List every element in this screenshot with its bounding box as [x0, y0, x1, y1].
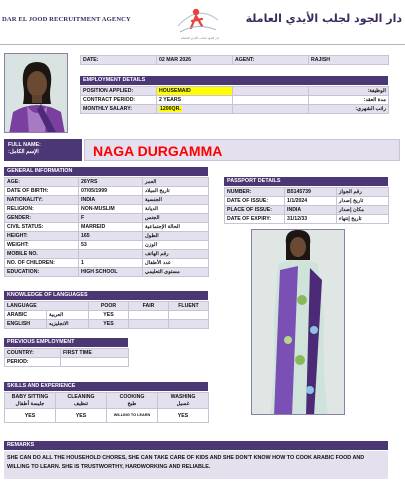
employment-section-header: EMPLOYMENT DETAILS: [80, 76, 388, 85]
prev-period-label: PERIOD:: [5, 358, 61, 367]
skill-cleaning-ar: تنظيف: [73, 400, 89, 407]
education-label-ar: مستوى التعليمي: [143, 268, 209, 277]
nationality-value: INDIA: [79, 196, 143, 205]
nationality-label: NATIONALITY:: [5, 196, 79, 205]
prev-country-value: FIRST TIME: [61, 349, 129, 358]
weight-value: 53: [79, 241, 143, 250]
age-label: AGE:: [5, 178, 79, 187]
agent-label: AGENT:: [233, 56, 309, 65]
passport-table: [224, 187, 389, 224]
contract-label: CONTRACT PERIOD:: [81, 96, 157, 105]
weight-label-ar: الوزن: [143, 241, 209, 250]
lang-header-poor: POOR: [89, 302, 129, 311]
general-info-table: [4, 177, 209, 277]
previous-employment-header: PREVIOUS EMPLOYMENT: [4, 338, 128, 347]
remarks-section-header: REMARKS: [4, 441, 388, 450]
issue-date-label-ar: تاريخ إصدار: [337, 197, 389, 206]
position-label: POSITION APPLIED:: [81, 87, 157, 96]
passport-number-label-ar: رقم الجواز: [337, 188, 389, 197]
prev-country-label: COUNTRY:: [5, 349, 61, 358]
issue-place-value: INDIA: [285, 206, 337, 215]
salary-label: MONTHLY SALARY:: [81, 105, 157, 114]
skill-washing-value: YES: [158, 409, 209, 423]
agency-name-en: DAR EL JOOD RECRUITMENT AGENCY: [2, 16, 131, 23]
skill-cooking-value: WILLING TO LEARN: [107, 409, 158, 423]
civil-status-value: MARREID: [79, 223, 143, 232]
height-label: HEIGHT:: [5, 232, 79, 241]
skill-cooking-ar: طبخ: [127, 400, 137, 407]
skill-babysitting-label: [5, 393, 56, 409]
agency-name-ar: دار الجود لجلب الأيدي العاملة: [245, 12, 402, 25]
skill-washing-label: [158, 393, 209, 409]
children-label: NO. OF CHILDREN:: [5, 259, 79, 268]
lang-english-poor: YES: [89, 320, 129, 329]
skills-section-header: SKILLS AND EXPERIENCE: [4, 382, 208, 391]
salary-label-ar: راتب الشهري:: [309, 105, 389, 114]
lang-arabic-poor: YES: [89, 311, 129, 320]
lang-header-fair: FAIR: [129, 302, 169, 311]
contract-label-ar: مدة العقد:: [309, 96, 389, 105]
portrait-illustration: [5, 54, 68, 133]
religion-label-ar: الديانة: [143, 205, 209, 214]
logo-caption: دار الجود لجلب الأيدي العاملة: [180, 36, 220, 40]
lang-arabic-name-ar: العربية: [47, 311, 89, 320]
issue-place-label-ar: مكان إصدار: [337, 206, 389, 215]
agent-value: RAJISH: [309, 56, 389, 65]
issue-date-label: DATE OF ISSUE:: [225, 197, 285, 206]
education-label: EDUCATION:: [5, 268, 79, 277]
date-agent-table: [80, 55, 389, 65]
civil-status-label-ar: الحالة الإجتماعية: [143, 223, 209, 232]
full-name-label: [4, 139, 82, 161]
lang-arabic-name: ARABIC: [5, 311, 47, 320]
lang-header-fluent: FLUENT: [169, 302, 209, 311]
lang-arabic-fair: [129, 311, 169, 320]
weight-label: WEIGHT:: [5, 241, 79, 250]
expiry-date-label: DATE OF EXPIRY:: [225, 215, 285, 224]
skill-cleaning-label: [56, 393, 107, 409]
remarks-text: SHE CAN DO ALL THE HOUSEHOLD CHORES, SHE CAN TAKE CARE OF KIDS AND SHE DON'T KNOW HOW TO COOK ARABIC FOOD AND WILLING TO LEARN. SHE IS TRUSTWORTHY, HARDWORKING AND RELIABLE.: [4, 451, 388, 479]
gender-label: GENDER:: [5, 214, 79, 223]
lang-arabic-fluent: [169, 311, 209, 320]
skill-babysitting-en: BABY SITTING: [11, 393, 49, 400]
prev-period-value: [61, 358, 129, 367]
issue-place-label: PLACE OF ISSUE:: [225, 206, 285, 215]
lang-header-language: LANGUAGE: [5, 302, 89, 311]
date-label: DATE:: [81, 56, 157, 65]
nationality-label-ar: الجنسية: [143, 196, 209, 205]
children-value: 1: [79, 259, 143, 268]
passport-number-label: NUMBER:: [225, 188, 285, 197]
skill-cooking-en: COOKING: [119, 393, 145, 400]
full-name-label-en: FULL NAME:: [8, 142, 41, 148]
lang-english-fair: [129, 320, 169, 329]
lang-english-name: ENGLISH: [5, 320, 47, 329]
mobile-value: [79, 250, 143, 259]
position-value: HOUSEMAID: [157, 87, 233, 96]
full-name-label-ar: الإسم الكامل:: [8, 149, 39, 155]
issue-date-value: 1/1/2024: [285, 197, 337, 206]
gender-label-ar: الجنس: [143, 214, 209, 223]
dob-label-ar: تاريخ الميلاد: [143, 187, 209, 196]
age-label-ar: العمر: [143, 178, 209, 187]
languages-table: [4, 301, 209, 329]
expiry-date-label-ar: تاريخ إنتهاء: [337, 215, 389, 224]
skill-babysitting-value: YES: [5, 409, 56, 423]
dob-value: 07/05/1999: [79, 187, 143, 196]
previous-employment-table: [4, 348, 129, 367]
candidate-full-body-photo: [251, 229, 345, 415]
skill-washing-en: WASHING: [170, 393, 196, 400]
full-name-bar: [4, 139, 400, 161]
lang-english-fluent: [169, 320, 209, 329]
civil-status-label: CIVIL STATUS:: [5, 223, 79, 232]
education-value: HIGH SCHOOL: [79, 268, 143, 277]
salary-value: 1200QR.: [160, 106, 181, 112]
skill-babysitting-ar: جليسة أطفال: [15, 400, 45, 407]
position-label-ar: الوظيفة:: [309, 87, 389, 96]
full-body-illustration: [252, 230, 345, 415]
religion-label: RELIGION:: [5, 205, 79, 214]
religion-value: NON-MUSLIM: [79, 205, 143, 214]
skill-cleaning-en: CLEANING: [67, 393, 95, 400]
full-name-value: NAGA DURGAMMA: [84, 139, 400, 161]
candidate-portrait-photo: [4, 53, 68, 133]
age-value: 26YRS: [79, 178, 143, 187]
header-divider: [0, 44, 405, 45]
gender-value: F: [79, 214, 143, 223]
skill-washing-ar: غسيل: [176, 400, 190, 407]
children-label-ar: عدد الأطفال: [143, 259, 209, 268]
skills-table: [4, 392, 209, 423]
languages-section-header: KNOWLEDGE OF LANGUAGES: [4, 291, 208, 300]
height-label-ar: الطول: [143, 232, 209, 241]
dob-label: DATE OF BIRTH:: [5, 187, 79, 196]
general-info-header: GENERAL INFORMATION: [4, 167, 208, 176]
date-value: 02 MAR 2026: [157, 56, 233, 65]
height-value: 165: [79, 232, 143, 241]
employment-table: [80, 86, 389, 114]
skill-cleaning-value: YES: [56, 409, 107, 423]
mobile-label: MOBILE NO.: [5, 250, 79, 259]
contract-value: 2 YEARS: [157, 96, 233, 105]
passport-section-header: PASSPORT DETAILS: [224, 177, 388, 186]
mobile-label-ar: رقم الهاتف: [143, 250, 209, 259]
skill-cooking-label: [107, 393, 158, 409]
passport-number-value: B5145739: [285, 188, 337, 197]
expiry-date-value: 31/12/33: [285, 215, 337, 224]
lang-english-name-ar: الانجليزيه: [47, 320, 89, 329]
